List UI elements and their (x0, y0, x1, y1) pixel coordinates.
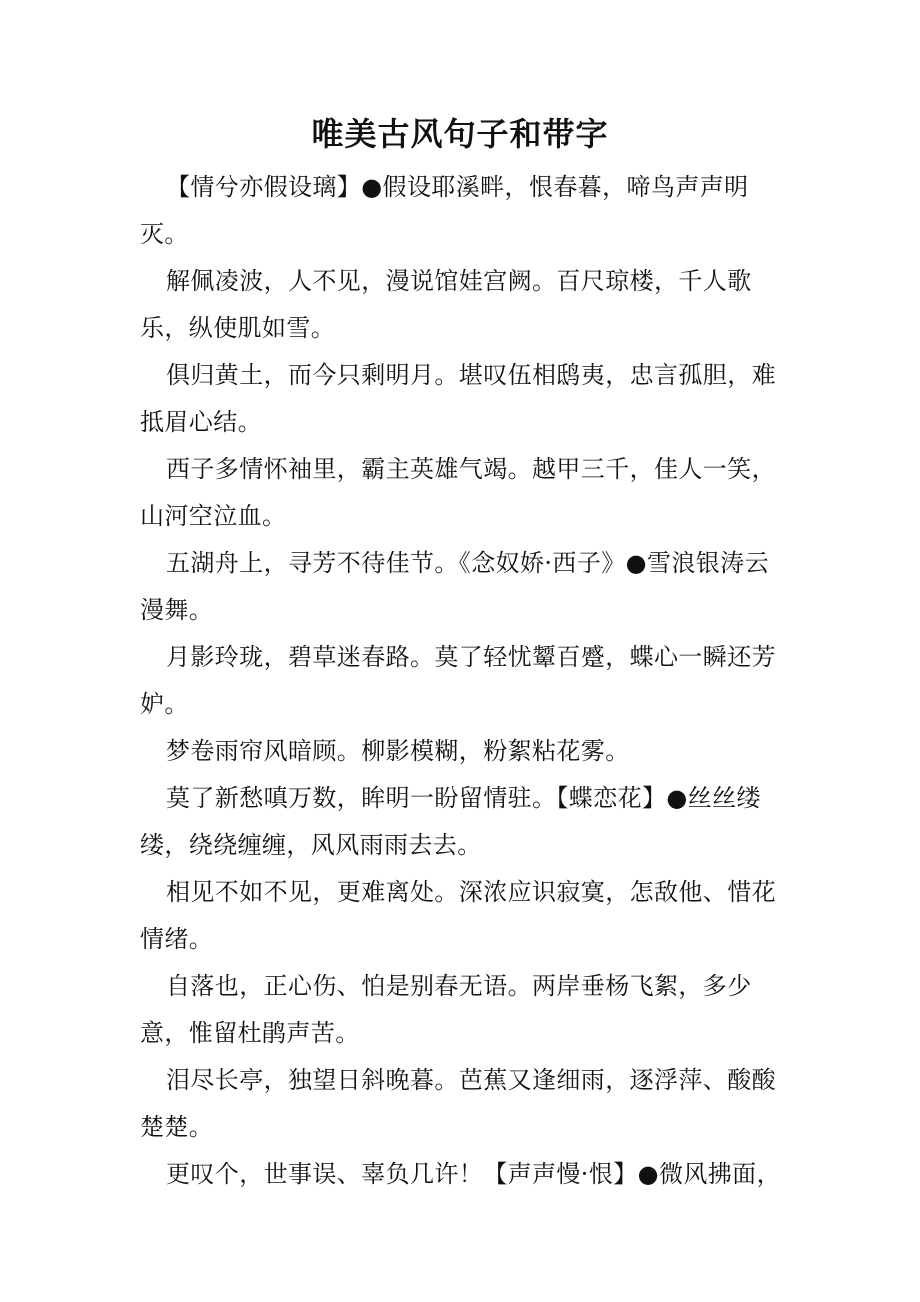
paragraph: 西子多情怀袖里，霸主英雄气竭。越甲三千，佳人一笑，山河空泣血。 (140, 455, 776, 530)
document-body (140, 164, 790, 1198)
paragraph: 俱归黄土，而今只剩明月。堪叹伍相鸱夷，忠言孤胆，难抵眉心结。 (140, 361, 776, 436)
paragraph: 梦卷雨帘风暗顾。柳影模糊，粉絮粘花雾。 (166, 737, 630, 765)
paragraph: 【情兮亦假设璃】●假设耶溪畔，恨春暮，啼鸟声声明灭。 (140, 173, 749, 248)
paragraph: 相见不如不见，更难离处。深浓应识寂寞，怎敌他、惜花情绪。 (140, 878, 776, 953)
paragraph: 解佩凌波，人不见，漫说馆娃宫阙。百尺琼楼，千人歌乐，纵使肌如雪。 (140, 267, 752, 342)
paragraph: 自落也，正心伤、怕是别春无语。两岸垂杨飞絮，多少意，惟留杜鹃声苦。 (140, 972, 752, 1047)
paragraph: 更叹个，世事误、辜负几许！【声声慢·恨】●微风拂面， (166, 1160, 781, 1188)
paragraph: 五湖舟上，寻芳不待佳节。《念奴娇·西子》●雪浪银涛云漫舞。 (140, 549, 769, 624)
paragraph: 莫了新愁嗔万数，眸明一盼留情驻。【蝶恋花】●丝丝缕缕，绕绕缠缠，风风雨雨去去。 (140, 784, 761, 859)
paragraph: 月影玲珑，碧草迷春路。莫了轻忧颦百蹙，蝶心一瞬还芳妒。 (140, 643, 776, 718)
page-title: 唯美古风句子和带字 (311, 115, 609, 153)
paragraph: 泪尽长亭，独望日斜晚暮。芭蕉又逢细雨，逐浮萍、酸酸楚楚。 (140, 1066, 776, 1141)
